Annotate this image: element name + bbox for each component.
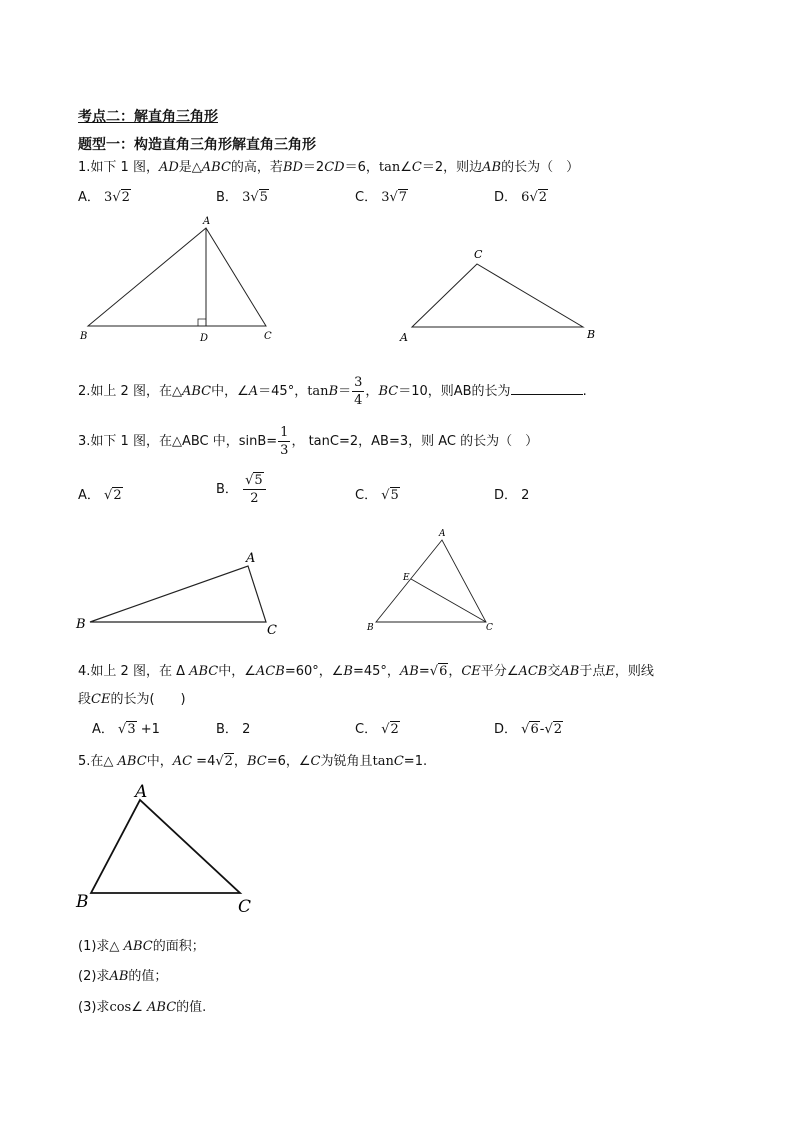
fig5-label-c: C bbox=[238, 897, 252, 917]
q4-option-a: A． √3 +1 bbox=[92, 722, 160, 737]
q3-option-b: B． $\frac{√5}{2}$ bbox=[216, 472, 267, 507]
fig3-label-a: A bbox=[246, 551, 256, 566]
fig5-label-b: B bbox=[76, 892, 89, 912]
question-1: 1.如下 1 图，AD是△ABC的高，若BD＝2CD＝6，tan∠C＝2，则边AB的长为（ ） bbox=[78, 160, 580, 175]
figure-5 bbox=[75, 782, 251, 917]
q1-option-a: A． 3√2 bbox=[78, 190, 130, 205]
question-4-line-1: 4.如上 2 图，在 Δ ABC中，∠ACB=60°，∠B=45°，AB=√6，CE平分∠ACB交AB于点E，则线 bbox=[78, 664, 654, 679]
sub-question-1: (1)求△ ABC的面积； bbox=[78, 939, 205, 954]
q3-option-a: A． √2 bbox=[78, 488, 122, 503]
question-5: 5.在△ ABC中，AC =4√2，BC=6，∠C为锐角且tanC=1. bbox=[78, 754, 428, 769]
answer-blank[interactable] bbox=[511, 383, 583, 395]
fig1-label-a: A bbox=[203, 216, 211, 227]
fig1-label-b: B bbox=[80, 331, 88, 342]
question-3: 3.如下 1 图，在△ABC 中，sinB= $\frac{1}{3}$ ， tanC=2，AB=3，则 AC 的长为（ ） bbox=[78, 425, 539, 458]
fig3-label-b: B bbox=[76, 617, 86, 632]
q1-option-c: C． 3√7 bbox=[355, 190, 408, 205]
q1-option-b: B． 3√5 bbox=[216, 190, 268, 205]
section-title: 考点二：解直角三角形 bbox=[78, 109, 218, 125]
sub-question-2: (2)求AB的值； bbox=[78, 969, 168, 984]
fig2-label-b: B bbox=[587, 328, 596, 341]
fig2-label-a: A bbox=[400, 331, 408, 344]
q3-option-c: C． √5 bbox=[355, 488, 399, 503]
fig4-label-c: C bbox=[486, 623, 493, 633]
figure-2 bbox=[399, 248, 595, 344]
fig1-label-d: D bbox=[200, 333, 209, 344]
question-2: 2.如上 2 图，在△ABC中，∠A＝45°，tanB＝ $\frac{3}{4}$ ，BC＝10，则AB的长为 . bbox=[78, 375, 587, 408]
figure-4 bbox=[366, 529, 493, 633]
q4-option-d: D． √6-√2 bbox=[494, 722, 563, 737]
figure-3 bbox=[75, 551, 277, 638]
q1-option-d: D． 6√2 bbox=[494, 190, 548, 205]
fig3-label-c: C bbox=[267, 623, 277, 638]
fig4-label-a: A bbox=[439, 529, 446, 539]
figure-1 bbox=[79, 216, 272, 344]
q4-option-b: B． 2 bbox=[216, 722, 251, 737]
fig1-label-c: C bbox=[264, 331, 272, 342]
fig2-label-c: C bbox=[474, 248, 483, 261]
q4-option-c: C． √2 bbox=[355, 722, 399, 737]
fig4-label-e: E bbox=[403, 573, 410, 583]
q3-option-d: D． 2 bbox=[494, 488, 530, 503]
fig5-label-a: A bbox=[135, 782, 148, 802]
sub-question-3: (3)求cos∠ ABC的值. bbox=[78, 1000, 207, 1015]
type-title: 题型一：构造直角三角形解直角三角形 bbox=[78, 137, 316, 153]
fig4-label-b: B bbox=[367, 623, 374, 633]
question-4-line-2: 段CE的长为( ) bbox=[78, 692, 186, 707]
